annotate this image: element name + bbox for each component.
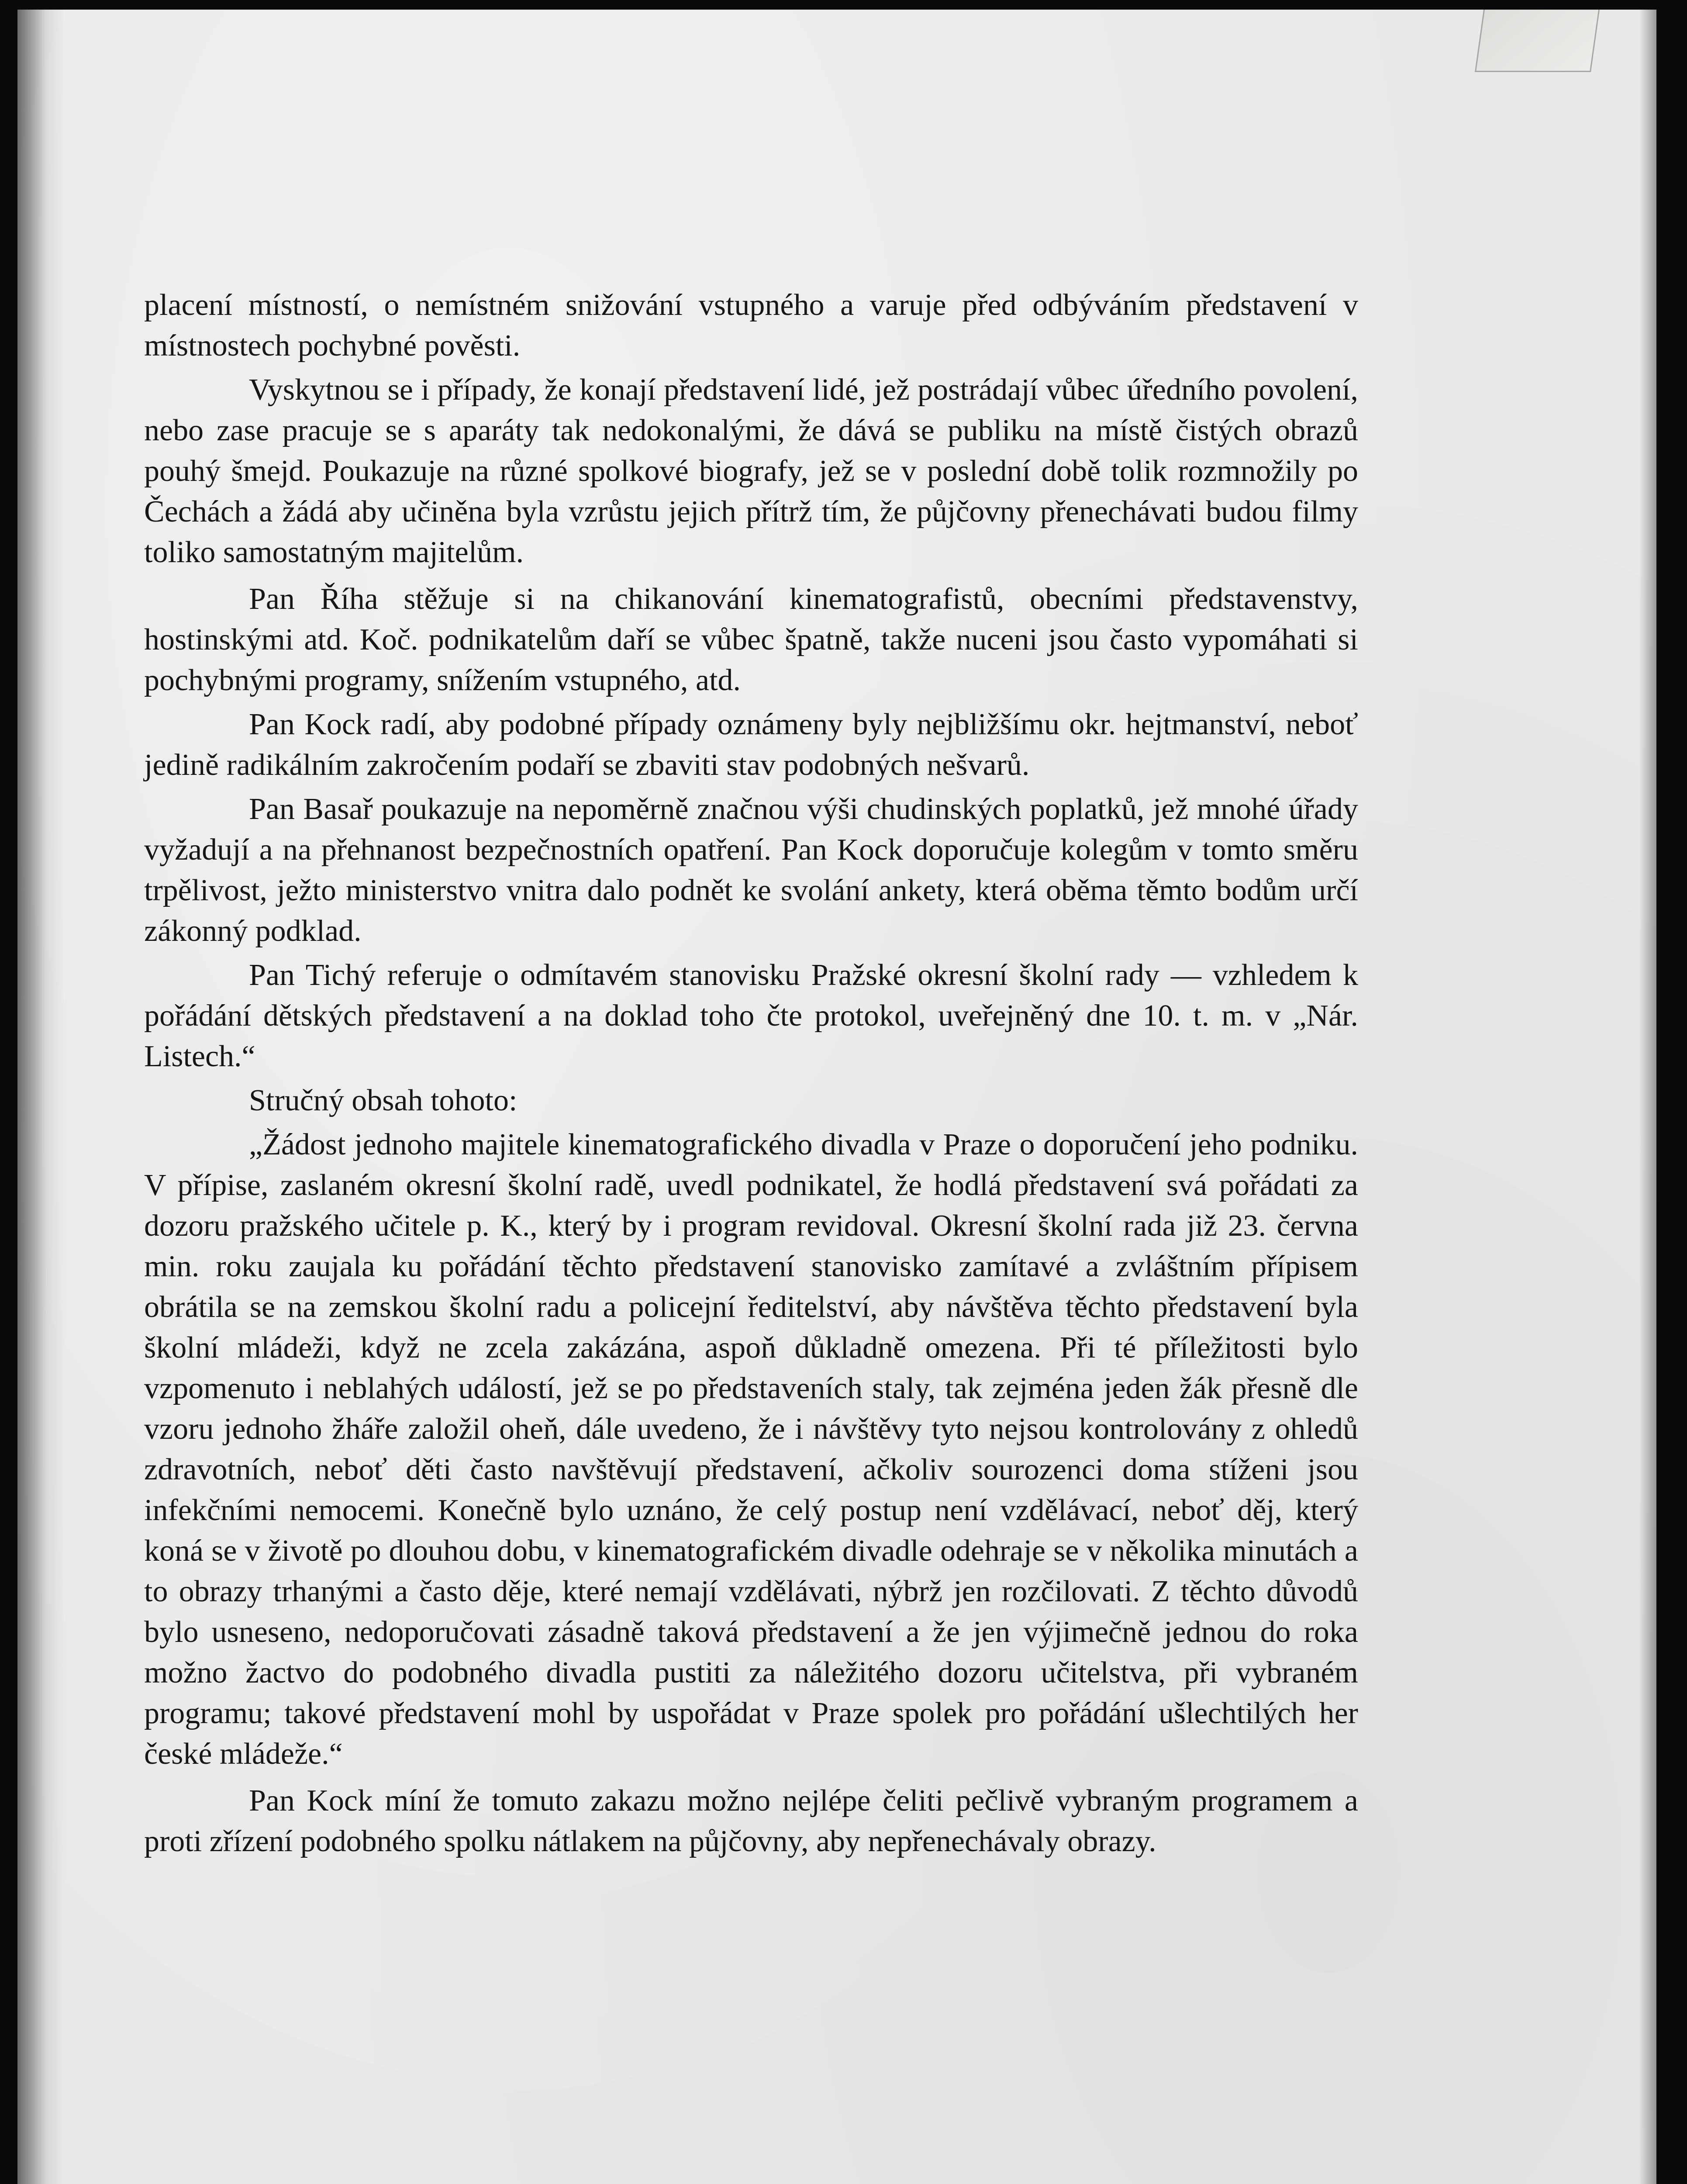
paragraph-8-quote: „Žádost jednoho majitele kinematografického divadla v Praze o doporučení jeho podniku. V přípise, zaslaném okresní školní radě, uvedl podnikatel, že hodlá představení svá pořádati za dozoru pražského učitele p. K., který by i program revidoval. Okresní školní rada již 23. června min. roku zaujala ku pořádání těchto představení stanovisko zamítavé a zvláštním přípisem obrátila se na zemskou školní radu a policejní ředitelství, aby návštěva těchto představení byla školní mládeži, když ne zcela zakázána, aspoň důkladně omezena. Při té příležitosti bylo vzpomenuto i neblahých událostí, jež se po představeních staly, tak zejména jeden žák přesně dle vzoru jednoho žháře založil oheň, dále uvedeno, že i návštěvy tyto nejsou kontrolovány z ohledů zdravotních, neboť děti často navštěvují představení, ačkoliv sourozenci doma stíženi jsou infekčními nemocemi. Konečně bylo uznáno, že celý postup není vzdělávací, neboť děj, který koná se v životě po dlouhou dobu, v kinematografickém divadle odehraje se v několika minutách a to obrazy trhanými a často děje, které nemají vzdělávati, nýbrž jen rozčilovati. Z těchto důvodů bylo usneseno, nedoporučovati zásadně taková představení a že jen výjimečně jednou do roka možno žactvo do podobného divadla pustiti za náležitého dozoru učitelstva, při vybraném programu; takové představení mohl by uspořádat v Praze spolek pro pořádání ušlechtilých her české mládeže.“ <box>144 1128 1358 1771</box>
paragraph-7: Stručný obsah tohoto: <box>249 1084 517 1117</box>
paragraph-9: Pan Kock míní že tomuto zakazu možno nejlépe čeliti pečlivě vybraným programem a proti zřízení podobného spolku nátlakem na půjčovny, aby nepřenechávaly obrazy. <box>144 1784 1358 1858</box>
scan-shadow-left <box>17 10 66 2184</box>
paragraph-2: Vyskytnou se i případy, že konají představení lidé, jež postrádají vůbec úředního povolení, nebo zase pracuje se s aparáty tak nedokonalými, že dává se publiku na místě čistých obrazů pouhý šmejd. Poukazuje na různé spolkové biografy, jež se v poslední době tolik rozmnožily po Čechách a žádá aby učiněna byla vzrůstu jejich přítrž tím, že půjčovny přenechávati budou filmy toliko samostatným majitelům. <box>144 373 1358 569</box>
body-text <box>144 285 1358 1865</box>
paragraph-3: Pan Říha stěžuje si na chikanování kinematografistů, obecními představenstvy, hostinskými atd. Koč. podnikatelům daří se vůbec špatně, takže nuceni jsou často vypomáhati si pochybnými programy, snížením vstupného, atd. <box>144 582 1358 697</box>
paragraph-5: Pan Basař poukazuje na nepoměrně značnou výši chudinských poplatků, jež mnohé úřady vyžadují a na přehnanost bezpečnostních opatření. Pan Kock doporučuje kolegům v tomto směru trpělivost, ježto ministerstvo vnitra dalo podnět ke svolání ankety, která oběma těmto bodům určí zákonný podklad. <box>144 792 1358 948</box>
scan-shadow-right <box>1639 10 1656 2184</box>
paragraph-6: Pan Tichý referuje o odmítavém stanovisku Pražské okresní školní rady — vzhledem k pořádání dětských představení a na doklad toho čte protokol, uveřejněný dne 10. t. m. v „Nár. Listech.“ <box>144 958 1358 1073</box>
paragraph-4: Pan Kock radí, aby podobné případy oznámeny byly nejbližšímu okr. hejtmanství, neboť jedině radikálním zakročením podaří se zbaviti stav podobných nešvarů. <box>144 708 1358 782</box>
paper-corner-fold <box>1475 10 1600 72</box>
paragraph-1: placení místností, o nemístném snižování vstupného a varuje před odbýváním představení v místnostech pochybné pověsti. <box>144 288 1358 363</box>
